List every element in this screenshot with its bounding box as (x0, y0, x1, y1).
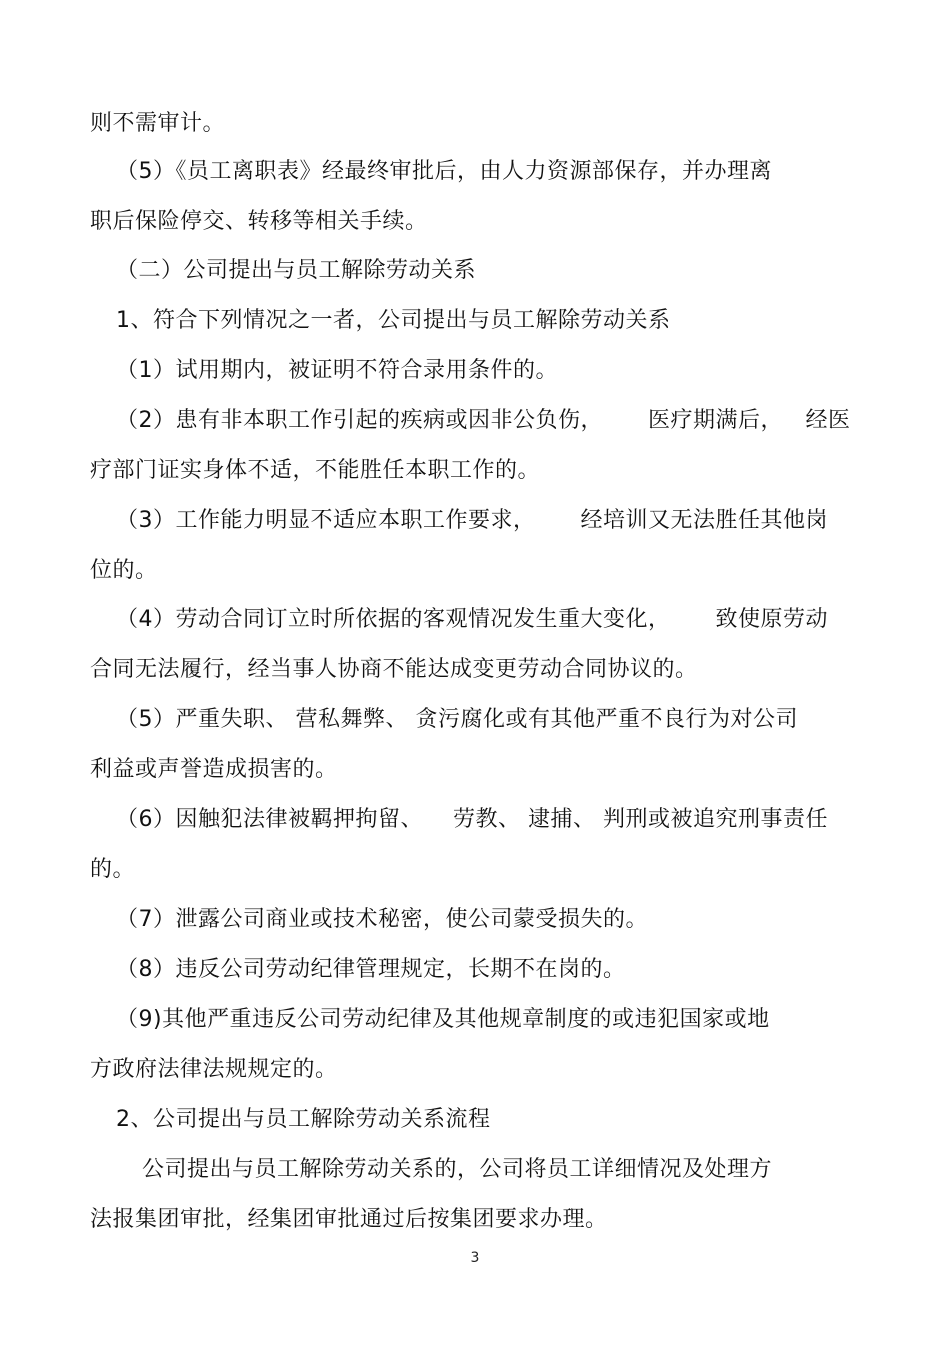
list-item-2: （2）患有非本职工作引起的疾病或因非公负伤， 医疗期满后， 经医 (116, 408, 851, 433)
subsection-heading-1: 1、符合下列情况之一者，公司提出与员工解除劳动关系 (116, 308, 671, 333)
text-line-3: 职后保险停交、转移等相关手续。 (90, 209, 428, 234)
text-line-2: （5）《员工离职表》经最终审批后，由人力资源部保存，并办理离 (116, 159, 772, 184)
list-item-6: （6）因触犯法律被羁押拘留、 劳教、 逮捕、 判刑或被追究刑事责任 (116, 807, 828, 832)
list-item-9: （9)其他严重违反公司劳动纪律及其他规章制度的或违犯国家或地 (116, 1007, 770, 1032)
list-item-4: （4）劳动合同订立时所依据的客观情况发生重大变化， 致使原劳动 (116, 607, 828, 632)
subsection-heading-2: 2、公司提出与员工解除劳动关系流程 (116, 1107, 491, 1132)
text-line-1: 则不需审计。 (90, 111, 226, 136)
list-item-4-cont: 合同无法履行，经当事人协商不能达成变更劳动合同协议的。 (90, 657, 698, 682)
paragraph-line-2: 法报集团审批，经集团审批通过后按集团要求办理。 (90, 1207, 608, 1232)
list-item-3: （3）工作能力明显不适应本职工作要求， 经培训又无法胜任其他岗 (116, 508, 828, 533)
paragraph-line-1: 公司提出与员工解除劳动关系的，公司将员工详细情况及处理方 (142, 1157, 773, 1182)
list-item-5-cont: 利益或声誉造成损害的。 (90, 757, 338, 782)
list-item-3-cont: 位的。 (90, 558, 158, 583)
list-item-1: （1）试用期内，被证明不符合录用条件的。 (116, 358, 558, 383)
page-number: 3 (470, 1250, 480, 1266)
list-item-8: （8）违反公司劳动纪律管理规定，长期不在岗的。 (116, 957, 626, 982)
list-item-5: （5）严重失职、 营私舞弊、 贪污腐化或有其他严重不良行为对公司 (116, 707, 798, 732)
list-item-6-cont: 的。 (90, 857, 136, 882)
list-item-9-cont: 方政府法律法规规定的。 (90, 1057, 338, 1082)
section-heading: （二）公司提出与员工解除劳动关系 (116, 258, 477, 283)
list-item-7: （7）泄露公司商业或技术秘密，使公司蒙受损失的。 (116, 907, 648, 932)
list-item-2-cont: 疗部门证实身体不适，不能胜任本职工作的。 (90, 458, 541, 483)
